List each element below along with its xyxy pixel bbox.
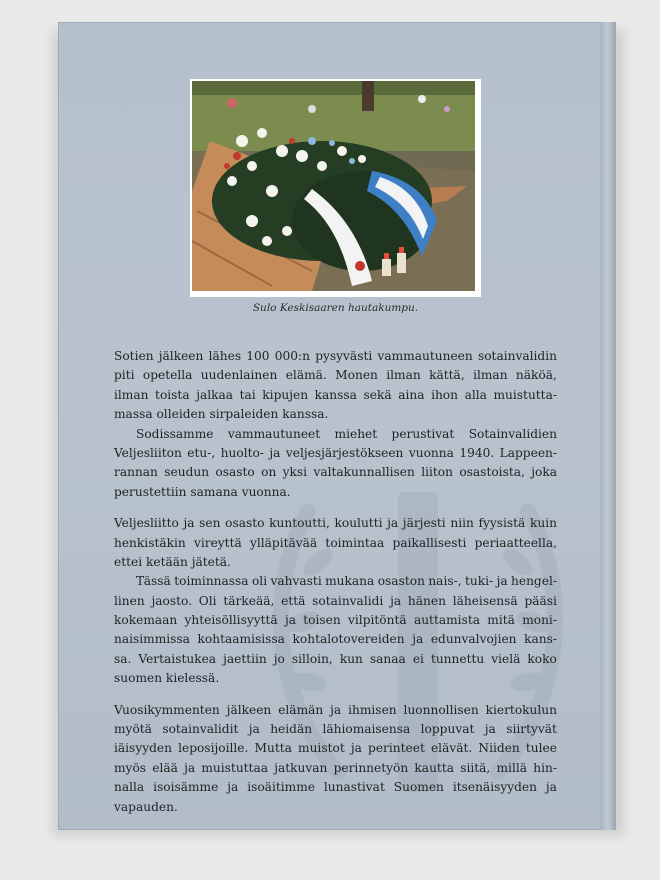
paragraph xyxy=(114,701,557,817)
text-line: henkistäkin vireyttä ylläpitävää toimintaa paikallisesti periaatteella, xyxy=(114,535,557,550)
text-line: naisimmissa kohtaamisissa kohtalotovereiden ja edunvalvojien kans- xyxy=(114,632,557,647)
text-line: Veljesliiton etu-, huolto- ja veljesjärjestökseen vuonna 1940. Lappeen- xyxy=(114,445,557,460)
text-line: Vuosikymmenten jälkeen elämän ja ihmisen luonnollisen kiertokulun xyxy=(114,702,557,717)
text-line: suomen kielessä. xyxy=(114,671,220,686)
book-back-cover xyxy=(58,22,616,830)
text-line: massa olleiden sirpaleiden kanssa. xyxy=(114,407,329,422)
paragraph xyxy=(114,347,557,425)
grave-photo xyxy=(190,79,481,297)
text-line: Sotien jälkeen lähes 100 000:n pysyvästi vammautuneen sotainvalidin xyxy=(114,349,557,363)
text-line: Sodissamme vammautuneet miehet perustivat Sotainvalidien xyxy=(136,426,557,441)
text-line: iäisyyden leposijoille. Mutta muistot ja perinteet elävät. Niiden tulee xyxy=(114,741,557,756)
text-line: ilman toista jalkaa tai kipujen kanssa sekä aina ihon alla muistutta- xyxy=(114,387,557,402)
body-text xyxy=(114,347,557,817)
text-line: ettei ketään jätetä. xyxy=(114,554,231,569)
paragraph xyxy=(114,572,557,688)
paragraph-gap xyxy=(114,689,557,701)
text-line: vapauden. xyxy=(114,799,178,814)
text-line: sa. Vertaistukea jaettiin jo silloin, kun sanaa ei tunnettu vielä koko xyxy=(114,651,557,666)
book-spine-edge xyxy=(600,22,616,830)
text-line: myötä sotainvalidit ja heidän lähiomaisensa loppuvat ja siirtyvät xyxy=(114,722,557,737)
text-line: piti opetella uudenlainen elämä. Monen ilman kättä, ilman näköä, xyxy=(114,368,557,383)
photo-caption: Sulo Keskisaaren hautakumpu. xyxy=(252,302,419,314)
text-line: Tässä toiminnassa oli vahvasti mukana osaston nais-, tuki- ja hengel- xyxy=(136,574,557,589)
text-line: linen jaosto. Oli tärkeää, että sotainvalidi ja hänen läheisensä pääsi xyxy=(114,593,557,608)
paragraph xyxy=(114,514,557,572)
paragraph xyxy=(114,425,557,503)
paragraph-gap xyxy=(114,502,557,514)
text-line: myös elää ja muistuttaa jatkuvan perinnetyön kautta siitä, millä hin- xyxy=(114,760,557,775)
text-line: rannan seudun osasto on yksi valtakunnallisen liiton osastoista, joka xyxy=(114,465,557,480)
text-line: perustettiin samana vuonna. xyxy=(114,484,291,499)
text-line: kokemaan yhteisöllisyyttä ja toisen vilpitöntä auttamista mitä moni- xyxy=(114,613,557,628)
text-line: nalla isoisämme ja isoäitimme lunastivat Suomen itsenäisyyden ja xyxy=(114,780,557,795)
text-line: Veljesliitto ja sen osasto kuntoutti, koulutti ja järjesti niin fyysistä kuin xyxy=(114,516,557,531)
